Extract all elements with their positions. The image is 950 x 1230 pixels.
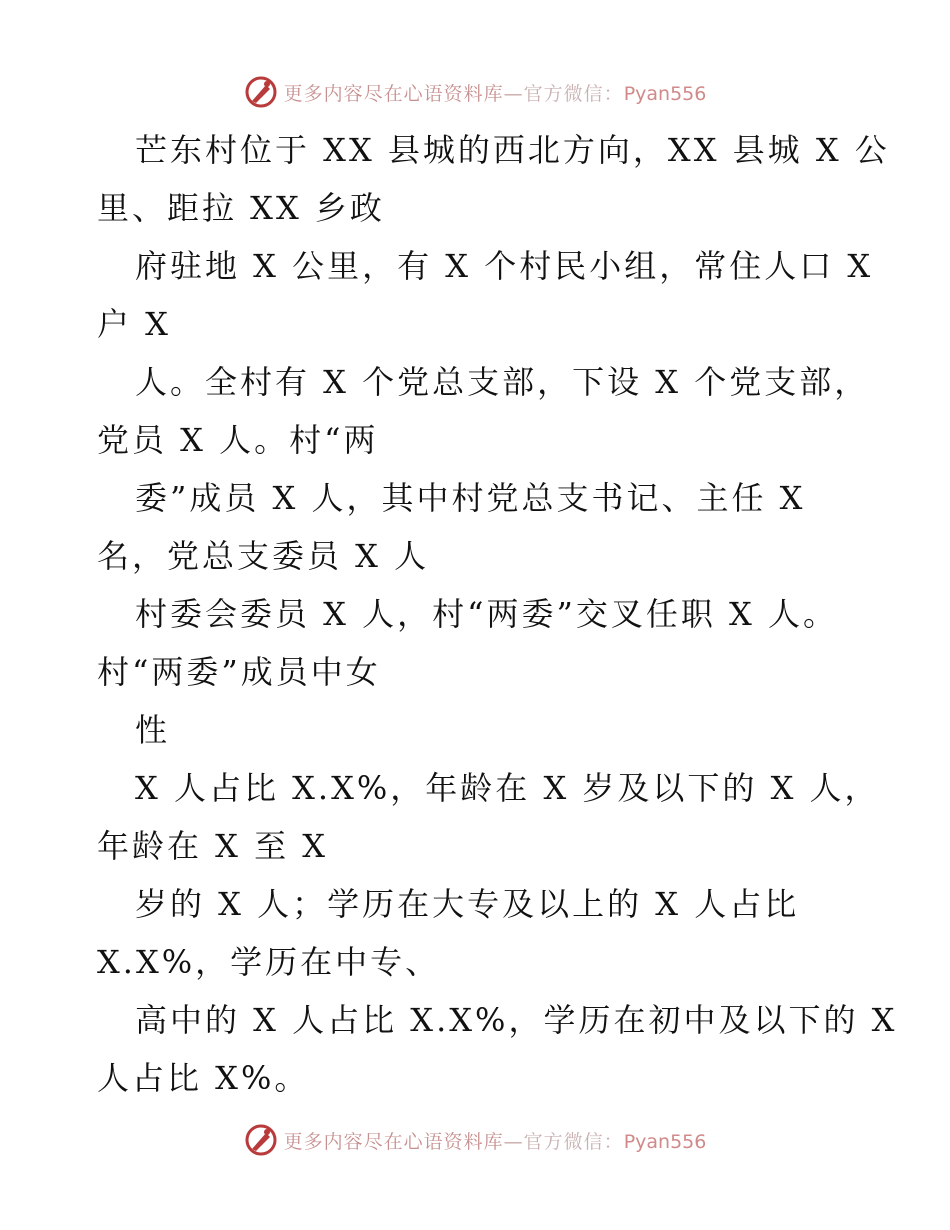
watermark-wechat-id: Pyan556: [623, 1130, 707, 1153]
watermark-text: [284, 1127, 707, 1154]
paragraph-line: 里、距拉 XX 乡政: [97, 189, 385, 227]
paragraph-line: 人占比 X%。: [97, 1059, 310, 1097]
pen-circle-logo-icon: [244, 1123, 278, 1157]
footer-watermark: [0, 1120, 950, 1160]
watermark-wechat-label: 官方微信：: [523, 82, 624, 105]
header-watermark: [0, 72, 950, 112]
watermark-wechat-label: 官方微信：: [523, 1130, 624, 1153]
watermark-dash: —: [503, 1130, 524, 1153]
watermark-site: 更多内容尽在心语资料库: [283, 82, 504, 105]
watermark-dash: —: [503, 82, 524, 105]
watermark-text: [284, 79, 707, 106]
watermark-site: 更多内容尽在心语资料库: [283, 1130, 504, 1153]
paragraph-line: 岁的 X 人；学历在大专及以上的 X 人占比: [135, 885, 800, 923]
paragraph-line: 村委会委员 X 人，村“两委”交叉任职 X 人。: [135, 595, 838, 633]
paragraph-line: 人。全村有 X 个党总支部，下设 X 个党支部，: [135, 363, 870, 401]
watermark-wechat-id: Pyan556: [623, 82, 707, 105]
paragraph-line: 性: [135, 711, 171, 749]
paragraph-line: X.X%，学历在中专、: [97, 943, 441, 981]
pen-circle-logo-icon: [244, 75, 278, 109]
paragraph-line: 委”成员 X 人，其中村党总支书记、主任 X: [135, 479, 806, 517]
paragraph-line: 党员 X 人。村“两: [97, 421, 379, 459]
paragraph-line: 府驻地 X 公里，有 X 个村民小组，常住人口 X: [135, 247, 874, 285]
paragraph-line: 芒东村位于 XX 县城的西北方向，XX 县城 X 公: [135, 131, 890, 169]
paragraph-line: 高中的 X 人占比 X.X%，学历在初中及以下的 X: [135, 1001, 898, 1039]
paragraph-line: 村“两委”成员中女: [97, 653, 381, 691]
paragraph-line: 年龄在 X 至 X: [97, 827, 329, 865]
paragraph-line: 户 X: [97, 305, 171, 343]
paragraph-line: X 人占比 X.X%，年龄在 X 岁及以下的 X 人，: [135, 769, 880, 807]
paragraph-line: 名，党总支委员 X 人: [97, 537, 430, 575]
